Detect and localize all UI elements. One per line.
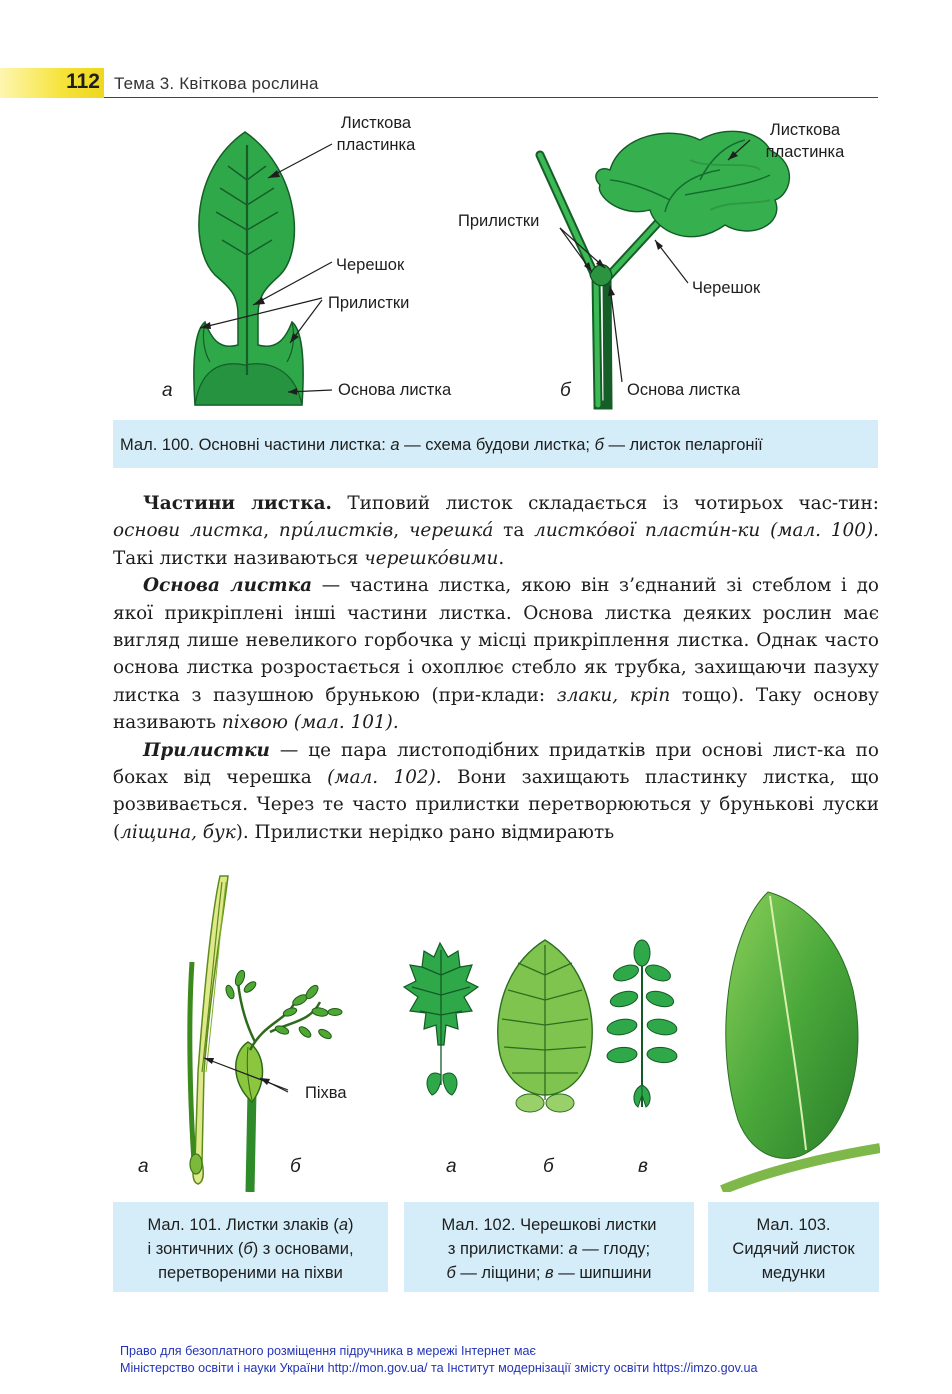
fig100a-blade-label: Листкова пластинка	[336, 114, 416, 154]
fig100-letter-b: б	[560, 380, 571, 401]
fig102-letter-v: в	[638, 1156, 648, 1177]
caption-letter: б	[594, 436, 604, 454]
figure-102-caption: Мал. 102. Черешкові листки з прилистками: а — глоду; б — ліщини; в — шипшини	[404, 1202, 694, 1292]
fig102-letter-a: а	[446, 1156, 457, 1177]
caption-text: — схема будови листка;	[399, 436, 595, 454]
fig100b-base-label: Основа листка	[627, 381, 741, 399]
figure-103-illustration	[718, 890, 880, 1192]
figure-103-caption: Мал. 103. Сидячий листок медунки	[708, 1202, 879, 1292]
fig101-letter-b: б	[290, 1156, 301, 1177]
fig100a-stipules-label: Прилистки	[328, 294, 410, 312]
fig101-sheath-label: Піхва	[305, 1084, 347, 1102]
fig100b-petiole-label: Черешок	[692, 279, 761, 297]
fig100a-petiole-label: Черешок	[336, 256, 405, 274]
figure-102-illustration	[400, 935, 700, 1120]
fig100b-stipules-label: Прилистки	[458, 212, 540, 230]
pelargonium-leaf-b	[540, 131, 789, 405]
leaf-schema-a	[194, 132, 332, 405]
fig101-letter-a: а	[138, 1156, 149, 1177]
caption-letter: а	[390, 436, 400, 454]
hazel-leaf	[498, 940, 592, 1112]
footer-line-1: Право для безоплатного розміщення підручника в мережі Інтернет має	[120, 1344, 536, 1358]
figure-101-caption: Мал. 101. Листки злаків (а) і зонтичних (б) з основами, перетвореними на піхви	[113, 1202, 388, 1292]
fig100-letter-a: а	[162, 380, 173, 401]
header-rule	[104, 97, 878, 98]
body-text	[113, 490, 879, 846]
section-title: Тема 3. Квіткова рослина	[114, 74, 319, 93]
paragraph-leaf-base: Основа листка — частина листка, якою він з’єднаний зі стеблом і до якої прикріплені інші частини листка. Основа листка деяких рослин має вигляд лише невеликого горбочка у місці прикріплення листка. Однак часто основа листка розростається і охоплює стебло як трубка, захищаючи пазуху листка з пазушною брунькою (при-клади: злаки, кріп тощо). Таку основу називають піхвою (мал. 101).	[113, 575, 879, 734]
fig100b-blade-label: Листкова пластинка	[765, 121, 845, 161]
hawthorn-leaf	[404, 943, 478, 1095]
paragraph-leaf-parts: Частини листка. Типовий листок складається із чотирьох час-тин: основи листка, прúлистків, черешкá та листкóвої пластúн-ки (мал. 100). Такі листки називаються черешкóвими.	[113, 493, 879, 569]
page-number: 112	[66, 70, 100, 93]
copyright-footer	[120, 1343, 757, 1377]
caption-text: Мал. 100. Основні частини листка:	[120, 436, 391, 454]
figure-101-illustration	[170, 872, 360, 1192]
footer-line-2: Міністерство освіти і науки України http://mon.gov.ua/ та Інститут модернізації змісту освіти https://imzo.gov.ua	[120, 1361, 758, 1375]
paragraph-stipules: Прилистки — це пара листоподібних придатків при основі лист-ка по боках від черешка (мал. 102). Вони захищають пластинку листка, що розвивається. Через те часто прилистки перетворюються у брунькові луски (ліщина, бук). Прилистки нерідко рано відмирають	[113, 739, 879, 843]
figure-100-caption	[113, 420, 878, 468]
rosehip-leaf	[606, 940, 678, 1107]
fig102-letter-b: б	[543, 1156, 554, 1177]
caption-text: — листок пеларгонії	[603, 436, 763, 454]
fig100a-base-label: Основа листка	[338, 381, 452, 399]
